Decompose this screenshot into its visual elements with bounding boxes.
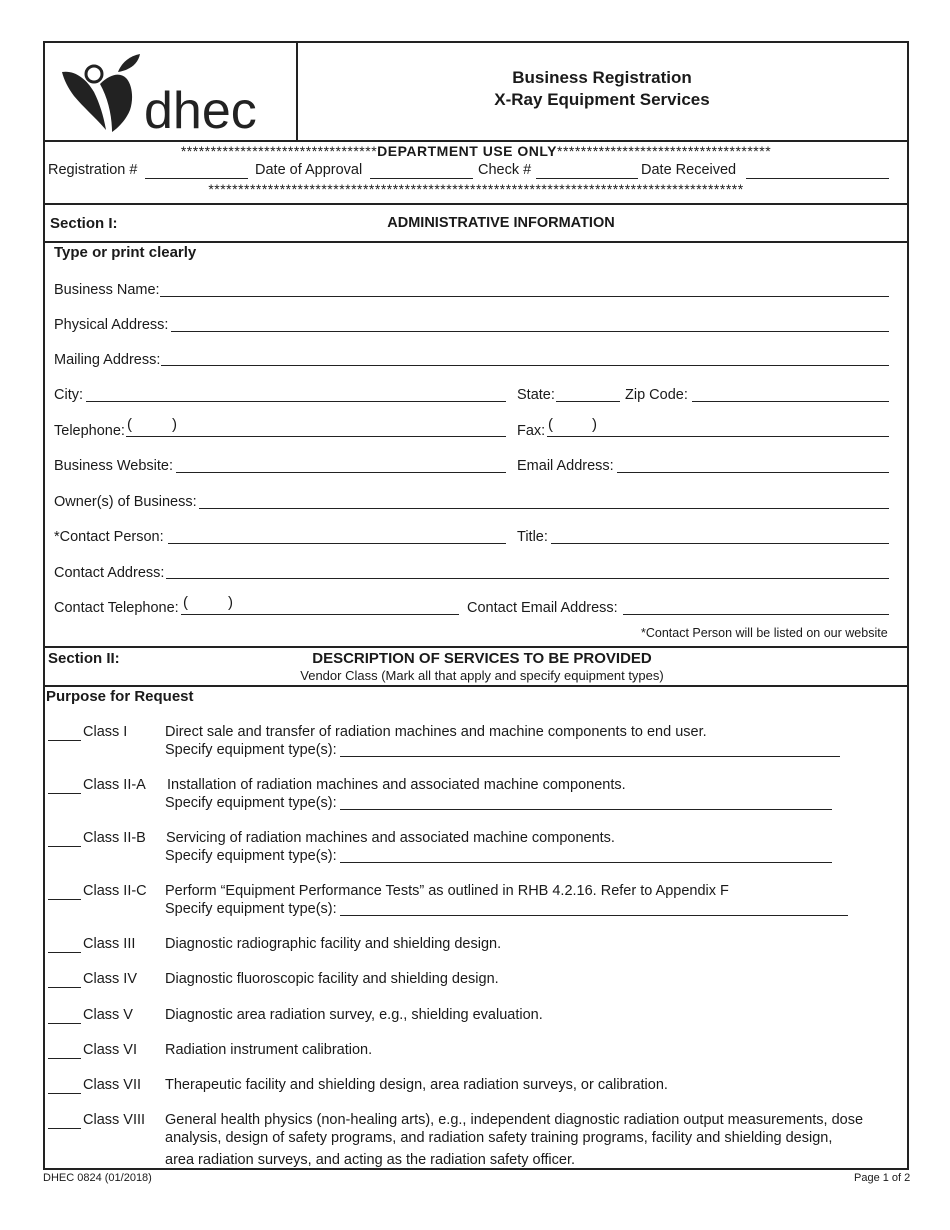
class-iia-name: Class II-A <box>83 777 146 793</box>
section2-label: Section II: <box>48 650 120 667</box>
form-subtitle: X-Ray Equipment Services <box>494 90 710 109</box>
contact-footnote: *Contact Person will be listed on our website <box>641 626 888 640</box>
email-field[interactable] <box>617 472 889 473</box>
class-i-desc: Direct sale and transfer of radiation machines and machine components to end user. <box>165 724 707 740</box>
dhec-logo <box>60 48 285 136</box>
registration-field[interactable] <box>145 178 248 179</box>
rule <box>43 685 909 687</box>
class-iib-checkbox[interactable] <box>48 846 81 847</box>
email-label: Email Address: <box>517 458 614 474</box>
class-iia-specify-label: Specify equipment type(s): <box>165 795 337 811</box>
class-viii-checkbox[interactable] <box>48 1128 81 1129</box>
dept-use-banner: *********************************DEPARTMENT USE ONLY************************************ <box>180 143 772 159</box>
telephone-label: Telephone: <box>54 423 125 439</box>
dhec-logo-mark-icon <box>60 48 285 136</box>
class-vii-name: Class VII <box>83 1077 142 1093</box>
section2-title: DESCRIPTION OF SERVICES TO BE PROVIDED <box>312 650 652 667</box>
title-field[interactable] <box>551 543 889 544</box>
class-i-specify-field[interactable] <box>340 756 840 757</box>
svg-text:dhec: dhec <box>144 82 257 136</box>
business-name-field[interactable] <box>160 296 889 297</box>
class-iic-checkbox[interactable] <box>48 899 81 900</box>
contact-person-label: *Contact Person: <box>54 529 164 545</box>
form-title: Business Registration <box>512 68 692 87</box>
class-iib-specify-field[interactable] <box>340 862 832 863</box>
rule <box>43 646 909 648</box>
contact-telephone-paren-close: ) <box>228 594 233 611</box>
received-field[interactable] <box>746 178 889 179</box>
class-iia-checkbox[interactable] <box>48 793 81 794</box>
rule <box>43 203 909 205</box>
class-iii-checkbox[interactable] <box>48 952 81 953</box>
business-name-label: Business Name: <box>54 282 160 298</box>
class-vii-checkbox[interactable] <box>48 1093 81 1094</box>
mailing-address-label: Mailing Address: <box>54 352 161 368</box>
state-label: State: <box>517 387 555 403</box>
class-iv-name: Class IV <box>83 971 137 987</box>
section1-title: ADMINISTRATIVE INFORMATION <box>387 215 615 231</box>
class-v-name: Class V <box>83 1007 133 1023</box>
class-iic-desc: Perform “Equipment Performance Tests” as outlined in RHB 4.2.16. Refer to Appendix F <box>165 883 729 899</box>
contact-email-label: Contact Email Address: <box>467 600 618 616</box>
contact-email-field[interactable] <box>623 614 889 615</box>
owners-label: Owner(s) of Business: <box>54 494 197 510</box>
website-label: Business Website: <box>54 458 174 474</box>
contact-person-field[interactable] <box>168 543 506 544</box>
zip-field[interactable] <box>692 401 889 402</box>
class-viii-desc-line3: area radiation surveys, and acting as the radiation safety officer. <box>165 1152 576 1168</box>
class-iv-checkbox[interactable] <box>48 987 81 988</box>
class-viii-name: Class VIII <box>83 1112 146 1128</box>
class-iic-name: Class II-C <box>83 883 147 899</box>
class-vi-desc: Radiation instrument calibration. <box>165 1042 373 1058</box>
class-i-name: Class I <box>83 724 128 740</box>
website-field[interactable] <box>176 472 506 473</box>
fax-label: Fax: <box>517 423 546 439</box>
class-iib-name: Class II-B <box>83 830 146 846</box>
class-iic-specify-field[interactable] <box>340 915 848 916</box>
telephone-paren-open: ( <box>127 416 132 433</box>
state-field[interactable] <box>556 401 620 402</box>
class-iii-desc: Diagnostic radiographic facility and shielding design. <box>165 936 502 952</box>
class-viii-desc-line1: General health physics (non-healing arts), e.g., independent diagnostic radiation output measurements, dose <box>165 1112 864 1128</box>
registration-label: Registration # <box>48 162 138 178</box>
class-iv-desc: Diagnostic fluoroscopic facility and shielding design. <box>165 971 499 987</box>
dept-use-stars: ****************************************************************************************** <box>208 181 744 197</box>
class-i-specify-label: Specify equipment type(s): <box>165 742 337 758</box>
section1-label: Section I: <box>50 215 118 232</box>
instruction: Type or print clearly <box>54 244 197 261</box>
section2-subtitle: Vendor Class (Mark all that apply and specify equipment types) <box>300 668 664 683</box>
contact-address-field[interactable] <box>166 578 889 579</box>
approval-field[interactable] <box>370 178 473 179</box>
class-iic-specify-label: Specify equipment type(s): <box>165 901 337 917</box>
telephone-field[interactable] <box>126 436 506 437</box>
rule <box>43 241 909 243</box>
class-iii-name: Class III <box>83 936 136 952</box>
received-label: Date Received <box>641 162 737 178</box>
class-i-checkbox[interactable] <box>48 740 81 741</box>
mailing-address-field[interactable] <box>161 365 889 366</box>
fax-paren-open: ( <box>548 416 553 433</box>
physical-address-label: Physical Address: <box>54 317 169 333</box>
class-v-checkbox[interactable] <box>48 1023 81 1024</box>
city-label: City: <box>54 387 83 403</box>
class-vi-name: Class VI <box>83 1042 137 1058</box>
class-iib-desc: Servicing of radiation machines and associated machine components. <box>166 830 615 846</box>
check-label: Check # <box>478 162 532 178</box>
form-id: DHEC 0824 (01/2018) <box>43 1172 152 1184</box>
fax-field[interactable] <box>547 436 889 437</box>
rule <box>43 140 909 142</box>
fax-paren-close: ) <box>592 416 597 433</box>
city-field[interactable] <box>86 401 506 402</box>
check-field[interactable] <box>536 178 638 179</box>
contact-telephone-paren-open: ( <box>183 594 188 611</box>
title-label: Title: <box>517 529 548 545</box>
class-iia-specify-field[interactable] <box>340 809 832 810</box>
telephone-paren-close: ) <box>172 416 177 433</box>
header-divider <box>296 41 298 141</box>
class-iia-desc: Installation of radiation machines and associated machine components. <box>167 777 626 793</box>
contact-address-label: Contact Address: <box>54 565 165 581</box>
owners-field[interactable] <box>199 508 889 509</box>
class-vi-checkbox[interactable] <box>48 1058 81 1059</box>
zip-label: Zip Code: <box>625 387 688 403</box>
contact-telephone-field[interactable] <box>181 614 459 615</box>
contact-telephone-label: Contact Telephone: <box>54 600 179 616</box>
class-viii-desc-line2: analysis, design of safety programs, and radiation safety training programs, facility and shielding design, <box>165 1130 833 1146</box>
purpose-heading: Purpose for Request <box>46 688 194 705</box>
class-vii-desc: Therapeutic facility and shielding design, area radiation surveys, or calibration. <box>165 1077 668 1093</box>
approval-label: Date of Approval <box>255 162 363 178</box>
class-v-desc: Diagnostic area radiation survey, e.g., shielding evaluation. <box>165 1007 543 1023</box>
class-iib-specify-label: Specify equipment type(s): <box>165 848 337 864</box>
page-number: Page 1 of 2 <box>854 1172 911 1184</box>
physical-address-field[interactable] <box>171 331 889 332</box>
